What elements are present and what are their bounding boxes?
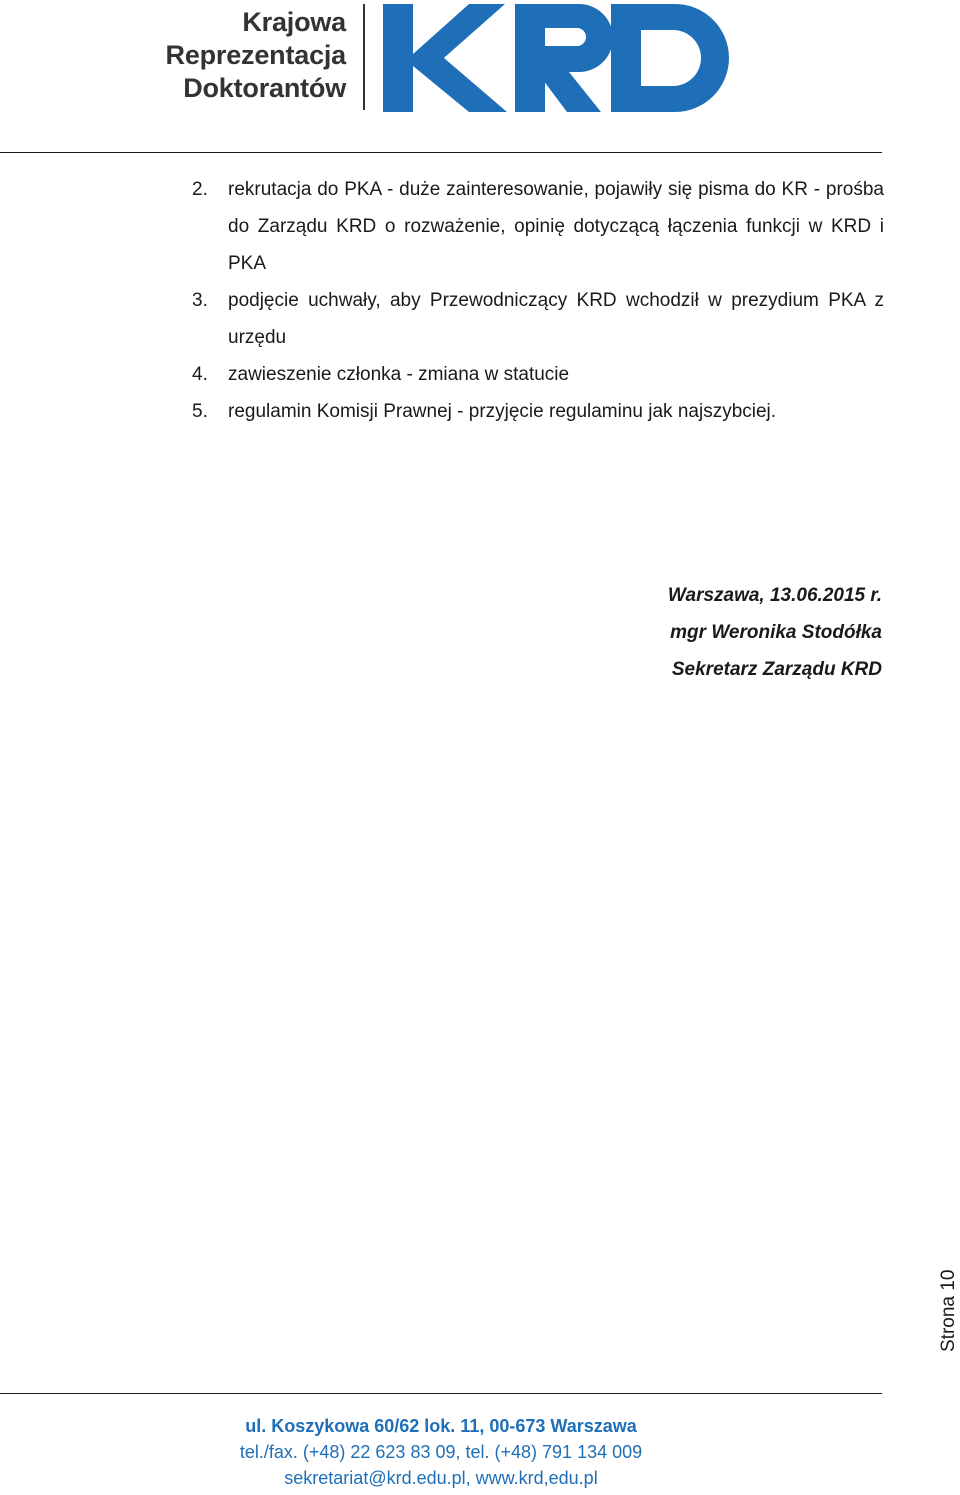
list-item-number: 3. <box>192 290 208 311</box>
footer-address: ul. Koszykowa 60/62 lok. 11, 00-673 Warszawa <box>245 1416 637 1436</box>
list-item <box>192 356 884 393</box>
org-name-line-1: Krajowa <box>242 7 346 37</box>
signatory-name: mgr Weronika Stodółka <box>670 622 882 643</box>
list-item-text: podjęcie uchwały, aby Przewodniczący KRD wchodził w prezydium PKA z urzędu <box>228 290 884 348</box>
signature-block <box>668 577 882 688</box>
page-footer <box>0 1413 882 1491</box>
page-number: Strona 10 <box>938 1269 959 1352</box>
list-item <box>192 393 884 430</box>
organization-name <box>166 6 346 105</box>
krd-logo-icon <box>383 4 733 112</box>
place-date: Warszawa, 13.06.2015 r. <box>667 585 882 606</box>
list-item-text: rekrutacja do PKA - duże zainteresowanie, pojawiły się pisma do KR - prośba do Zarządu KRD o rozważenie, opinię dotyczącą łączenia funkcji w KRD i PKA <box>228 179 884 274</box>
org-name-line-3: Doktorantów <box>183 73 346 103</box>
header-rule <box>0 152 882 153</box>
footer-rule <box>0 1393 882 1394</box>
list-item-number: 5. <box>192 401 208 422</box>
list-item-number: 2. <box>192 179 208 200</box>
footer-contact-links[interactable]: sekretariat@krd.edu.pl, www.krd,edu.pl <box>284 1468 598 1488</box>
list-item-text: zawieszenie członka - zmiana w statucie <box>228 364 570 385</box>
meeting-notes-list <box>192 171 884 430</box>
list-item-number: 4. <box>192 364 208 385</box>
signatory-role: Sekretarz Zarządu KRD <box>671 659 882 680</box>
list-item <box>192 171 884 282</box>
list-item <box>192 282 884 356</box>
logo-divider <box>363 4 365 110</box>
org-name-line-2: Reprezentacja <box>165 40 346 70</box>
footer-phones: tel./fax. (+48) 22 623 83 09, tel. (+48) 791 134 009 <box>239 1442 643 1462</box>
page-header <box>0 0 960 152</box>
list-item-text: regulamin Komisji Prawnej - przyjęcie regulaminu jak najszybciej. <box>228 401 777 422</box>
